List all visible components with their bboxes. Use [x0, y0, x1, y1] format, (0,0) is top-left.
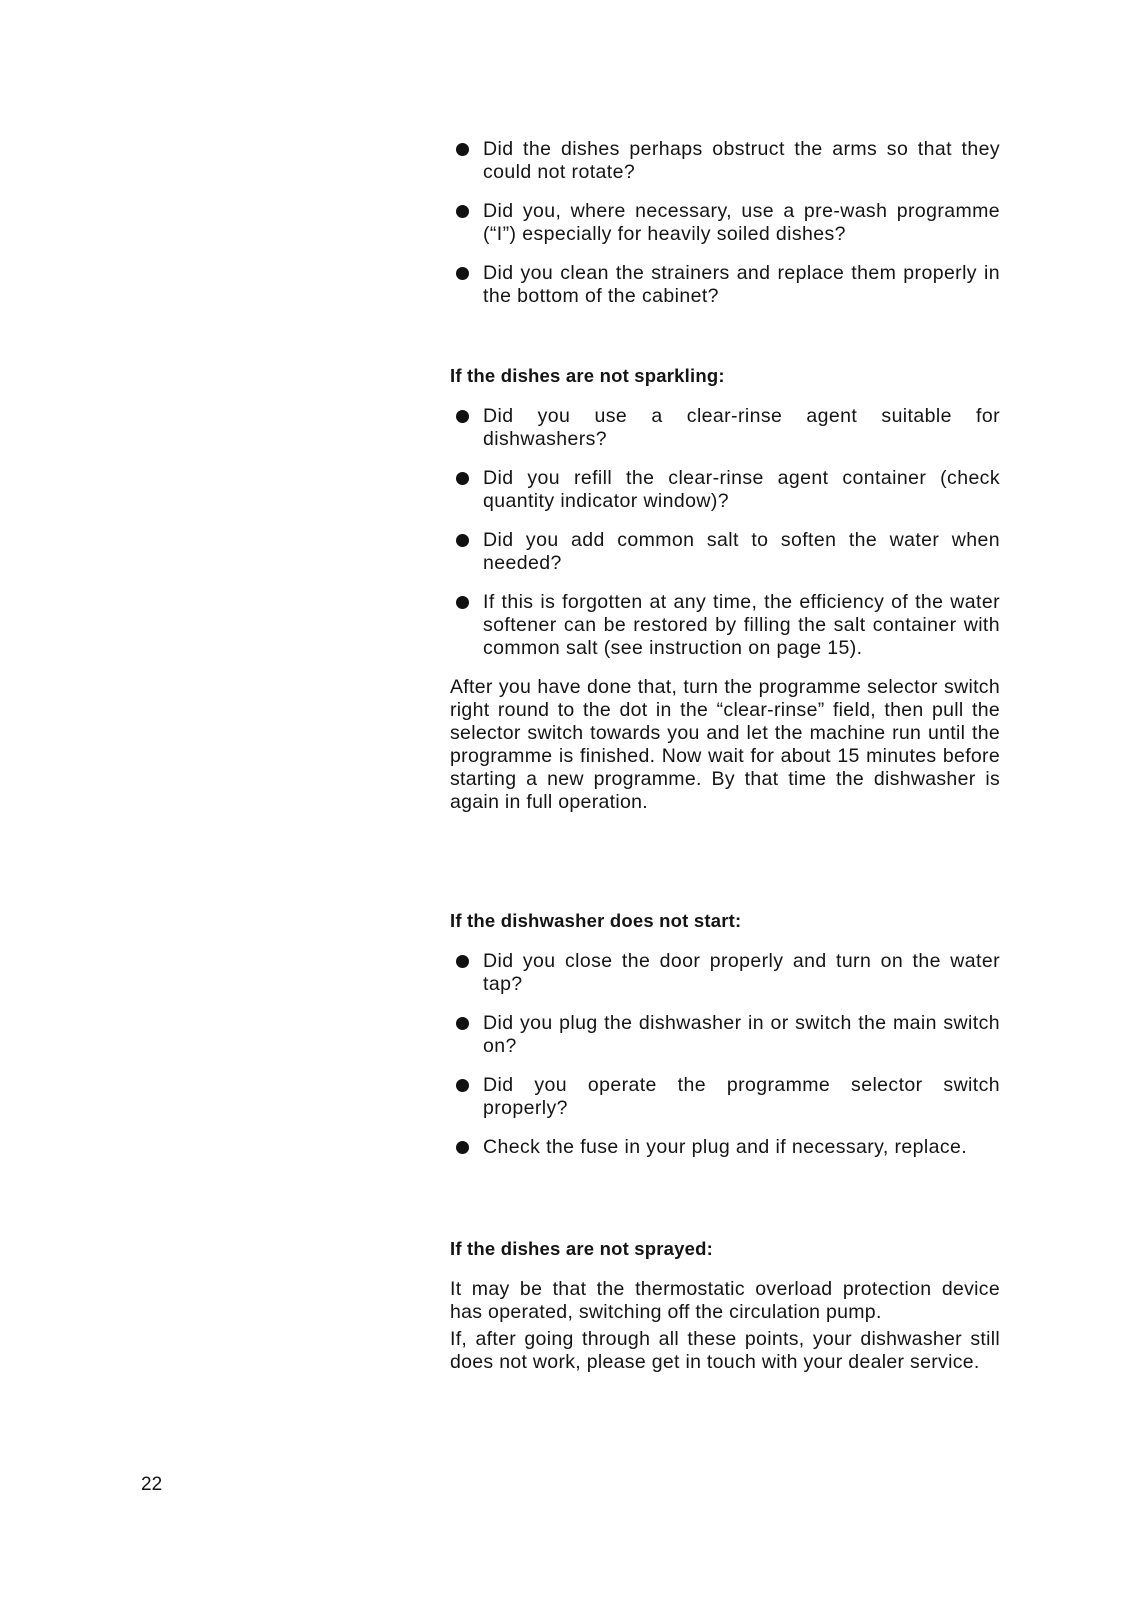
- bullet-icon: [456, 1141, 469, 1154]
- section-heading: If the dishes are not sparkling:: [450, 365, 725, 386]
- section-top: [450, 138, 1000, 324]
- list-item: [450, 200, 1000, 246]
- bullet-icon: [456, 955, 469, 968]
- section-not-sparkling: [450, 364, 1000, 814]
- bullet-icon: [456, 1079, 469, 1092]
- list-item: [450, 950, 1000, 996]
- bullet-icon: [456, 410, 469, 423]
- list-item: [450, 138, 1000, 184]
- section-not-start: [450, 909, 1000, 1175]
- page-number: 22: [141, 1474, 163, 1495]
- list-item-text: Did you use a clear-rinse agent suitable for dishwashers?: [483, 405, 1000, 450]
- list-item-text: Did you, where necessary, use a pre-wash programme (“I”) especially for heavily soiled dishes?: [483, 200, 1000, 245]
- list-item: [450, 1012, 1000, 1058]
- body-paragraph: After you have done that, turn the programme selector switch right round to the dot in the “clear-rinse” field, then pull the selector switch towards you and let the machine run until the programme is finished. Now wait for about 15 minutes before starting a new programme. By that time the dishwasher is again in full operation.: [450, 676, 1000, 813]
- bullet-list-top: [450, 138, 1000, 308]
- bullet-icon: [456, 472, 469, 485]
- list-item: [450, 529, 1000, 575]
- bullet-icon: [456, 596, 469, 609]
- list-item: [450, 1074, 1000, 1120]
- list-item: [450, 1136, 1000, 1159]
- bullet-icon: [456, 534, 469, 547]
- body-paragraph: It may be that the thermostatic overload protection device has operated, switching off the circulation pump.: [450, 1278, 1000, 1323]
- list-item: [450, 467, 1000, 513]
- list-item: [450, 262, 1000, 308]
- list-item-text: Did you add common salt to soften the water when needed?: [483, 529, 1000, 574]
- list-item-text: Did you clean the strainers and replace them properly in the bottom of the cabinet?: [483, 262, 1000, 307]
- list-item-text: Did the dishes perhaps obstruct the arms so that they could not rotate?: [483, 138, 1000, 183]
- bullet-icon: [456, 205, 469, 218]
- list-item-text: If this is forgotten at any time, the efficiency of the water softener can be restored by filling the salt container with common salt (see instruction on page 15).: [483, 591, 1000, 659]
- bullet-list-sparkling: [450, 405, 1000, 660]
- bullet-list-not-start: [450, 950, 1000, 1159]
- list-item-text: Did you operate the programme selector switch properly?: [483, 1074, 1000, 1119]
- list-item-text: Did you close the door properly and turn on the water tap?: [483, 950, 1000, 995]
- list-item-text: Did you refill the clear-rinse agent container (check quantity indicator window)?: [483, 467, 1000, 512]
- section-heading: If the dishes are not sprayed:: [450, 1238, 714, 1259]
- list-item-text: Did you plug the dishwasher in or switch the main switch on?: [483, 1012, 1000, 1057]
- bullet-icon: [456, 1017, 469, 1030]
- list-item: [450, 591, 1000, 660]
- section-not-sprayed: [450, 1237, 1000, 1374]
- body-paragraph: If, after going through all these points, your dishwasher still does not work, please get in touch with your dealer service.: [450, 1328, 1000, 1373]
- section-heading: If the dishwasher does not start:: [450, 910, 742, 931]
- bullet-icon: [456, 267, 469, 280]
- list-item: [450, 405, 1000, 451]
- bullet-icon: [456, 143, 469, 156]
- list-item-text: Check the fuse in your plug and if necessary, replace.: [483, 1136, 968, 1158]
